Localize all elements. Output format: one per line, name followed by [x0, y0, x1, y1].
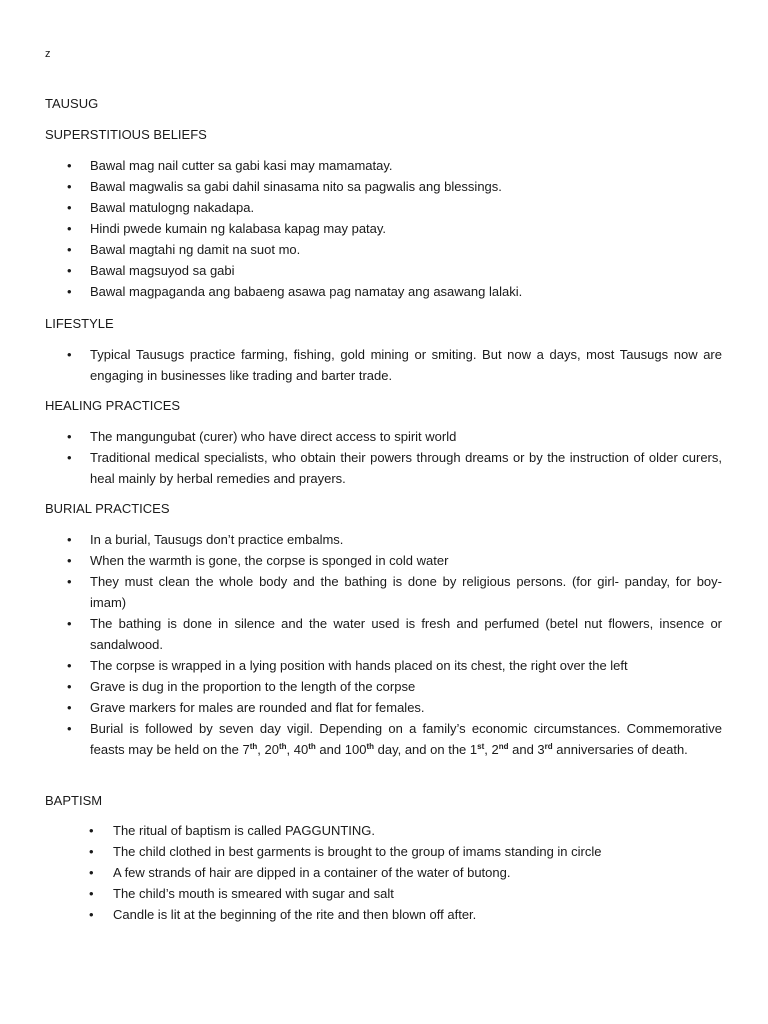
day-number: 40	[293, 742, 309, 757]
day-number: 7	[242, 742, 250, 757]
vigil-text: day, and on the	[374, 742, 470, 757]
list-item: • Bawal mag nail cutter sa gabi kasi may mamamatay.	[90, 155, 722, 176]
section-heading-superstitious: SUPERSTITIOUS BELIEFS	[45, 127, 207, 142]
day-number: 20	[264, 742, 279, 757]
baptism-list	[113, 820, 722, 925]
vigil-text: anniversaries of death.	[552, 742, 688, 757]
ordinal-suffix: th	[366, 742, 374, 751]
list-item: • They must clean the whole body and the bathing is done by religious persons. (for girl- panday, for boy- imam)	[90, 571, 722, 613]
list-item: • Bawal magsuyod sa gabi	[90, 260, 722, 281]
list-item: • Bawal magpaganda ang babaeng asawa pag namatay ang asawang lalaki.	[90, 281, 722, 302]
list-item: • The child clothed in best garments is brought to the group of imams standing in circle	[113, 841, 722, 862]
anniversary-number: 2	[491, 742, 499, 757]
list-item: • Grave is dug in the proportion to the length of the corpse	[90, 676, 722, 697]
list-item: • Bawal magwalis sa gabi dahil sinasama nito sa pagwalis ang blessings.	[90, 176, 722, 197]
section-heading-baptism: BAPTISM	[45, 793, 103, 808]
list-item: • Hindi pwede kumain ng kalabasa kapag may patay.	[90, 218, 722, 239]
ordinal-suffix: th	[249, 742, 258, 751]
vigil-text: Burial is followed by seven day vigil. Depending on a family’s economic circumstances. Commemorative feasts may be held on the	[90, 721, 722, 757]
list-item: • Bawal matulogng nakadapa.	[90, 197, 722, 218]
section-heading-healing: HEALING PRACTICES	[45, 398, 181, 413]
list-item: • Traditional medical specialists, who obtain their powers through dreams or by the instruction of older curers, heal mainly by herbal remedies and prayers.	[90, 447, 722, 489]
list-item: • Bawal magtahi ng damit na suot mo.	[90, 239, 722, 260]
separator: ,	[484, 742, 492, 757]
ordinal-suffix: rd	[544, 742, 553, 751]
list-item: • The corpse is wrapped in a lying position with hands placed on its chest, the right over the left	[90, 655, 722, 676]
superstitious-list	[90, 155, 722, 302]
list-item: • The bathing is done in silence and the water used is fresh and perfumed (betel nut flowers, insence or sandalwood.	[90, 613, 722, 655]
document-title: TAUSUG	[45, 96, 99, 111]
list-item: • The ritual of baptism is called PAGGUNTING.	[113, 820, 722, 841]
separator: and	[508, 742, 538, 757]
ordinal-suffix: st	[477, 742, 485, 751]
list-item: • Grave markers for males are rounded and flat for females.	[90, 697, 722, 718]
day-number: 100	[344, 742, 367, 757]
burial-list	[90, 529, 722, 760]
section-heading-burial: BURIAL PRACTICES	[45, 501, 170, 516]
separator: ,	[286, 742, 294, 757]
lifestyle-list	[90, 344, 722, 386]
list-item: • In a burial, Tausugs don’t practice embalms.	[90, 529, 722, 550]
list-item: • The mangungubat (curer) who have direct access to spirit world	[90, 426, 722, 447]
list-item: • Candle is lit at the beginning of the rite and then blown off after.	[113, 904, 722, 925]
list-item-vigil	[90, 718, 722, 760]
separator: ,	[257, 742, 265, 757]
ordinal-suffix: th	[308, 742, 316, 751]
section-heading-lifestyle: LIFESTYLE	[45, 316, 114, 331]
healing-list	[90, 426, 722, 489]
list-item: • A few strands of hair are dipped in a container of the water of butong.	[113, 862, 722, 883]
ordinal-suffix: nd	[498, 742, 509, 751]
anniversary-number: 3	[537, 742, 545, 757]
anniversary-number: 1	[469, 742, 478, 757]
list-item: • The child’s mouth is smeared with sugar and salt	[113, 883, 722, 904]
separator: and	[315, 742, 345, 757]
list-item: • Typical Tausugs practice farming, fishing, gold mining or smiting. But now a days, most Tausugs now are engaging in businesses like trading and barter trade.	[90, 344, 722, 386]
corner-mark: z	[45, 48, 51, 60]
ordinal-suffix: th	[278, 742, 287, 751]
list-item: • When the warmth is gone, the corpse is sponged in cold water	[90, 550, 722, 571]
